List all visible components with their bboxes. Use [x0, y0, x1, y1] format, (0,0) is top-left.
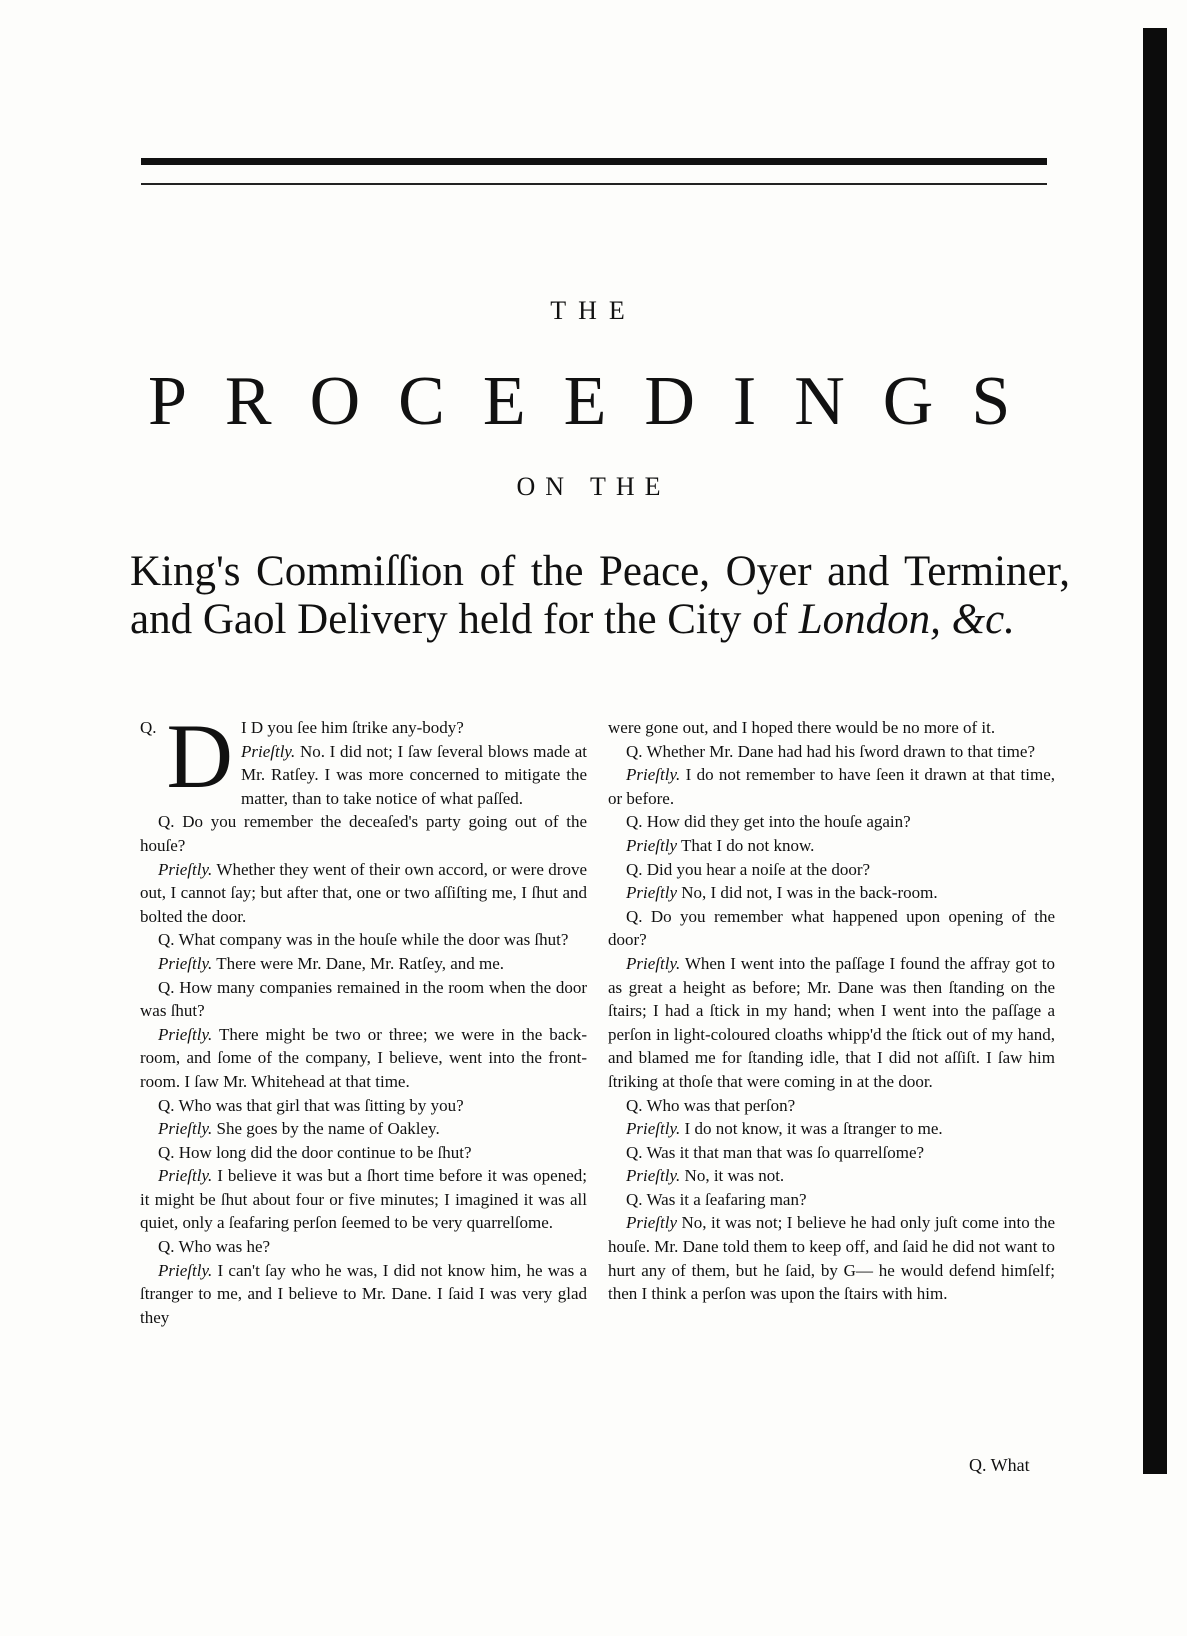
opening-q: Q.	[140, 718, 157, 737]
answer-text: I can't ſay who he was, I did not know him, he was a ſtranger to me, and I believe to Mr. Dane. I ſaid I was very glad they	[140, 1260, 587, 1327]
continuation-paragraph: were gone out, and I hoped there would be no more of it.	[608, 718, 996, 737]
question-text: Q. Who was that perſon?	[626, 1095, 796, 1115]
question-text: Q. What company was in the houſe while the door was ſhut?	[158, 930, 569, 950]
answer-paragraph	[608, 952, 1055, 1094]
question-paragraph	[140, 810, 587, 857]
question-paragraph	[608, 1188, 1055, 1212]
answer-paragraph	[140, 858, 587, 929]
answer-text: There were Mr. Dane, Mr. Ratſey, and me.	[216, 953, 505, 973]
question-paragraph	[608, 1141, 1055, 1165]
question-paragraph	[608, 905, 1055, 952]
question-paragraph	[608, 1094, 1055, 1118]
subtitle-city: London,	[798, 596, 941, 643]
left-column	[140, 705, 587, 1329]
opening-question: I D you ſee him ſtrike any-body?	[240, 718, 464, 737]
answer-paragraph	[608, 834, 1055, 858]
right-column	[608, 716, 1055, 1306]
question-paragraph	[140, 1235, 587, 1259]
subtitle-main: King's Commiſſion of the Peace, Oyer and Terminer, and Gaol Delivery held for the City of	[130, 548, 1070, 643]
speaker-name: Prieſtly	[626, 883, 677, 903]
speaker-name: Prieſtly.	[240, 741, 296, 761]
question-text: Q. Who was he?	[158, 1237, 271, 1257]
question-paragraph	[608, 810, 1055, 834]
speaker-name: Prieſtly.	[626, 1166, 681, 1186]
question-text: Q. Was it that man that was ſo quarrelſome?	[626, 1142, 925, 1162]
answer-paragraph	[140, 1117, 587, 1141]
speaker-name: Prieſtly.	[626, 1119, 681, 1139]
speaker-name: Prieſtly.	[158, 859, 213, 879]
question-text: Q. Did you hear a noiſe at the door?	[626, 859, 871, 879]
answer-paragraph	[140, 1023, 587, 1094]
question-paragraph	[140, 976, 587, 1023]
question-text: Q. Do you remember what happened upon opening of the door?	[608, 906, 1055, 950]
answer-paragraph	[608, 881, 1055, 905]
catchword: Q. What	[969, 1455, 1030, 1475]
question-text: Q. Whether Mr. Dane had had his ſword drawn to that time?	[626, 741, 1035, 761]
speaker-name: Prieſtly.	[626, 953, 681, 973]
answer-paragraph	[608, 1164, 1055, 1188]
answer-paragraph	[608, 1117, 1055, 1141]
answer-text: No. I did not; I ſaw ſeveral blows made at Mr. Ratſey. I was more concerned to mitigate the matter, than to take notice of what paſſed.	[240, 741, 587, 808]
answer-text: I do not know, it was a ſtranger to me.	[684, 1119, 943, 1139]
speaker-name: Prieſtly	[626, 835, 677, 855]
answer-paragraph	[140, 952, 587, 976]
drop-cap: D	[166, 705, 233, 807]
question-paragraph	[608, 740, 1055, 764]
question-paragraph	[140, 1094, 587, 1118]
speaker-name: Prieſtly.	[158, 1119, 213, 1139]
answer-text: I do not remember to have ſeen it drawn at that time, or before.	[608, 765, 1056, 808]
opening-paragraph	[140, 705, 587, 810]
speaker-name: Prieſtly.	[158, 953, 213, 973]
subtitle-etc: &c.	[951, 596, 1015, 643]
title-proceedings: PROCEEDINGS	[148, 363, 1049, 440]
answer-text: She goes by the name of Oakley.	[216, 1119, 440, 1139]
subtitle	[130, 548, 1070, 644]
answer-text: No, it was not; I believe he had only juſt come into the houſe. Mr. Dane told them to keep off, and ſaid he did not want to hurt any of them, but he ſaid, by G— he would defend himſelf; then I think a perſon was upon the ſtairs with him.	[608, 1213, 1055, 1304]
question-text: Q. How long did the door continue to be ſhut?	[158, 1142, 472, 1162]
answer-text: Whether they went of their own accord, or were drove out, I cannot ſay; but after that, one or two aſſiſting me, I ſhut and bolted the door.	[140, 859, 587, 926]
speaker-name: Prieſtly.	[626, 765, 681, 785]
question-paragraph	[140, 928, 587, 952]
question-text: Q. How did they get into the houſe again?	[626, 812, 911, 832]
title-the: THE	[550, 296, 637, 325]
speaker-name: Prieſtly	[626, 1213, 677, 1233]
speaker-name: Prieſtly.	[158, 1260, 213, 1280]
question-text: Q. How many companies remained in the room when the door was ſhut?	[140, 977, 587, 1021]
answer-text: When I went into the paſſage I found the affray got to as great a height as before; Mr. Dane was then ſtanding on the ſtairs; I had a ſtick in my hand; when I went into the paſſage a perſon in light-coloured cloaths whipp'd the ſtick out of my hand, and blamed me for ſtanding idle, that I did not aſſiſt. I ſaw him ſtriking at thoſe that were coming in at the door.	[608, 953, 1055, 1091]
answer-text: I believe it was but a ſhort time before it was opened; it might be ſhut about four or five minutes; I imagined it was all quiet, only a ſeafaring perſon ſeemed to be very quarrelſome.	[140, 1166, 587, 1233]
question-paragraph	[608, 858, 1055, 882]
answer-paragraph	[608, 1211, 1055, 1305]
speaker-name: Prieſtly.	[158, 1166, 213, 1186]
question-text: Q. Who was that girl that was ſitting by you?	[158, 1095, 464, 1115]
speaker-name: Prieſtly.	[158, 1024, 213, 1044]
answer-text: That I do not know.	[680, 835, 815, 855]
page-edge-shadow	[1143, 28, 1167, 1474]
answer-text: No, it was not.	[684, 1166, 785, 1186]
question-text: Q. Do you remember the deceaſed's party going out of the houſe?	[140, 812, 587, 855]
question-paragraph	[140, 1141, 587, 1165]
question-text: Q. Was it a ſeafaring man?	[626, 1189, 807, 1209]
title-on-the: ON THE	[516, 472, 671, 501]
header-rule-thin	[141, 183, 1047, 185]
answer-paragraph	[140, 1259, 587, 1330]
answer-paragraph	[140, 1164, 587, 1235]
answer-text: No, I did not, I was in the back-room.	[681, 883, 938, 903]
header-rule-thick	[141, 158, 1047, 165]
answer-text: There might be two or three; we were in the back-room, and ſome of the company, I believe, went into the front-room. I ſaw Mr. Whitehead at that time.	[140, 1024, 587, 1091]
answer-paragraph	[608, 763, 1055, 810]
